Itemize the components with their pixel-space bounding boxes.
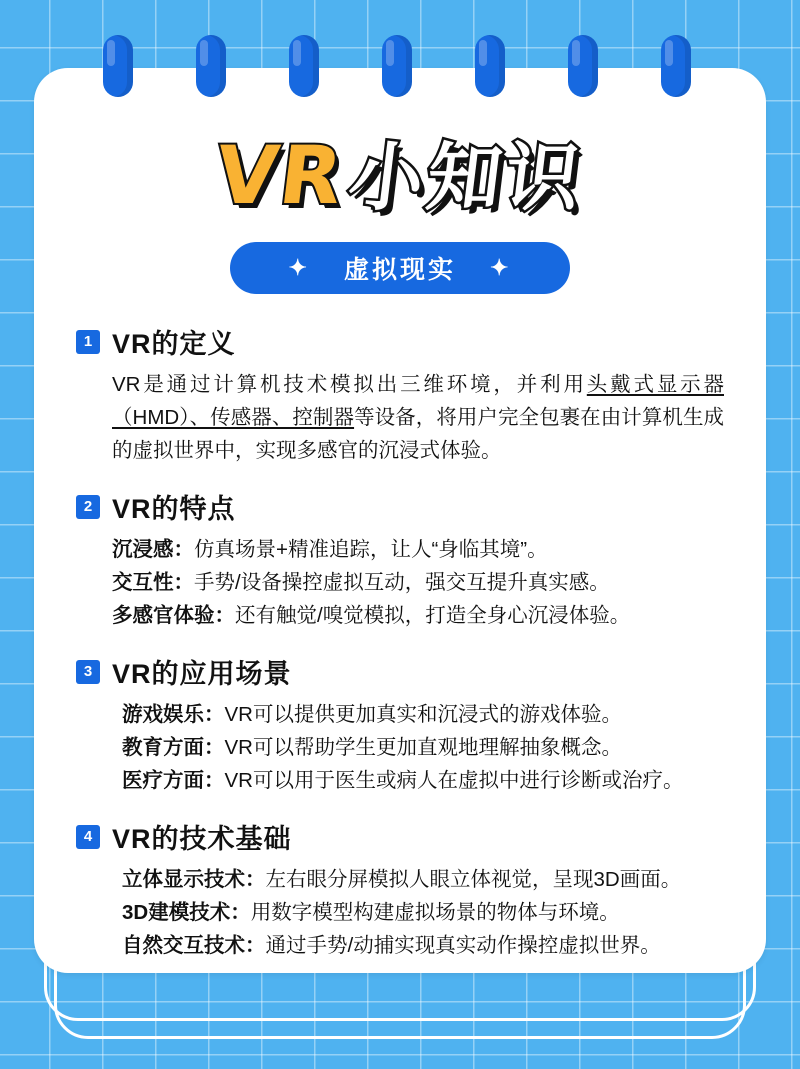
item-key: 医疗方面： xyxy=(122,769,225,792)
section-header xyxy=(76,322,724,361)
section-technology xyxy=(76,817,724,962)
list-item xyxy=(122,896,724,929)
list-item xyxy=(112,533,724,566)
item-key: 立体显示技术： xyxy=(122,868,266,891)
item-value: 手势/设备操控虚拟互动，强交互提升真实感。 xyxy=(194,571,610,594)
item-value: 通过手势/动捕实现真实动作操控虚拟世界。 xyxy=(265,934,661,957)
list-item xyxy=(122,698,724,731)
list-item xyxy=(112,566,724,599)
item-key: 游戏娱乐： xyxy=(122,703,225,726)
list-item xyxy=(122,863,724,896)
list-item xyxy=(122,731,724,764)
section-title: VR的定义 xyxy=(112,329,236,359)
note-card xyxy=(34,68,766,973)
paragraph-part-2: 等设备，将用户完全包裹在由计算机生成的虚拟世界中，实现多感官的沉浸式体验。 xyxy=(112,406,725,462)
item-value: VR可以用于医生或病人在虚拟中进行诊断或治疗。 xyxy=(224,769,684,792)
section-header xyxy=(76,652,724,691)
content-sections xyxy=(76,322,724,962)
paragraph-part-1: VR是通过计算机技术模拟出三维环境，并利用 xyxy=(112,373,587,396)
subtitle-pill xyxy=(230,242,570,294)
paragraph-underlined: 头戴式显示器（HMD）、传感器、控制器 xyxy=(112,373,724,429)
item-value: VR可以提供更加真实和沉浸式的游戏体验。 xyxy=(224,703,622,726)
section-title: VR的特点 xyxy=(112,494,236,524)
section-features xyxy=(76,487,724,632)
item-value: 还有触觉/嗅觉模拟，打造全身心沉浸体验。 xyxy=(235,604,631,627)
list-item xyxy=(112,599,724,632)
section-title: VR的应用场景 xyxy=(112,659,292,689)
section-header xyxy=(76,817,724,856)
item-key: 交互性： xyxy=(112,571,194,594)
item-key: 多感官体验： xyxy=(112,604,235,627)
sparkle-right-icon: ✦ xyxy=(490,255,512,280)
section-applications xyxy=(76,652,724,797)
title-cn-text: 小知识 xyxy=(344,135,589,221)
item-key: 沉浸感： xyxy=(112,538,194,561)
item-key: 自然交互技术： xyxy=(122,934,266,957)
list-item xyxy=(122,764,724,797)
item-value: 用数字模型构建虚拟场景的物体与环境。 xyxy=(250,901,620,924)
section-title: VR的技术基础 xyxy=(112,824,292,854)
sparkle-left-icon: ✦ xyxy=(288,255,310,280)
section-number-badge: 3 xyxy=(76,660,100,684)
item-value: VR可以帮助学生更加直观地理解抽象概念。 xyxy=(224,736,622,759)
section-number-badge: 4 xyxy=(76,825,100,849)
item-value: 仿真场景+精准追踪，让人“身临其境”。 xyxy=(194,538,548,561)
section-number-badge: 2 xyxy=(76,495,100,519)
section-definition xyxy=(76,322,724,467)
subtitle-text: 虚拟现实 xyxy=(343,256,456,284)
item-key: 教育方面： xyxy=(122,736,225,759)
section-paragraph xyxy=(112,368,724,467)
page-title xyxy=(210,128,590,226)
item-value: 左右眼分屏模拟人眼立体视觉，呈现3D画面。 xyxy=(265,868,682,891)
section-number-badge: 1 xyxy=(76,330,100,354)
title-block xyxy=(34,128,766,224)
item-key: 3D建模技术： xyxy=(122,901,251,924)
list-item xyxy=(122,929,724,962)
section-header xyxy=(76,487,724,526)
title-vr-text: VR xyxy=(210,129,350,222)
